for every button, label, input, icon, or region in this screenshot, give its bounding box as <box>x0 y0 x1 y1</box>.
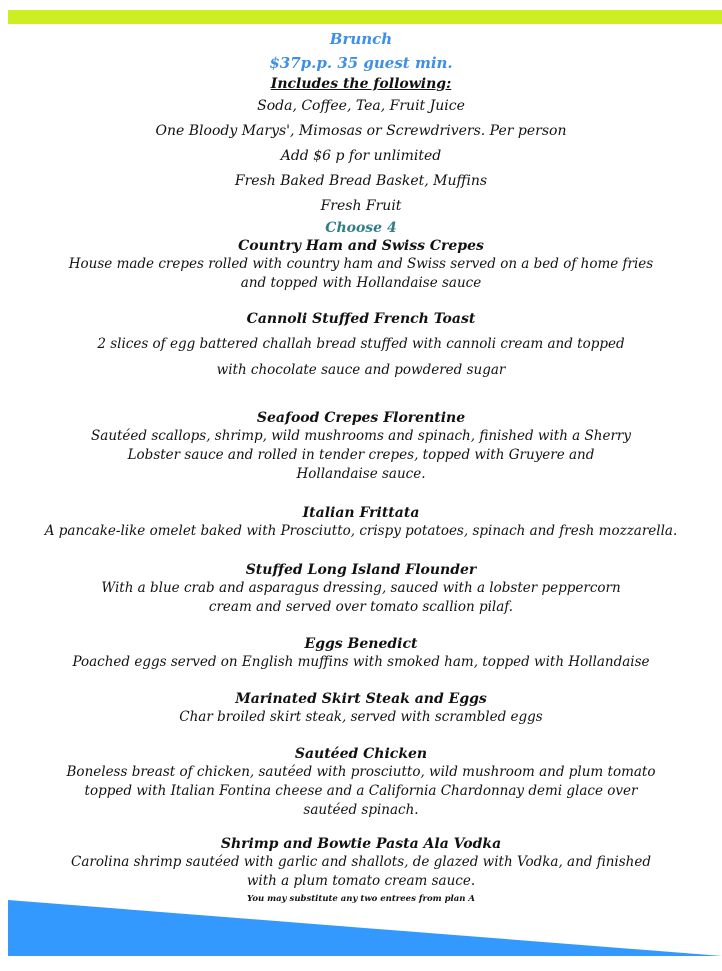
entree-item <box>0 690 722 727</box>
includes-item: One Bloody Marys', Mimosas or Screwdrivers. Per person <box>155 123 567 139</box>
entree-item <box>0 310 722 383</box>
entree-name: Seafood Crepes Florentine <box>256 410 466 426</box>
entree-description: Boneless breast of chicken, sautéed with prosciutto, wild mushroom and plum tomato topped with Italian Fontina cheese and a California Chardonnay demi glace over sautéed spinach. <box>66 764 656 818</box>
bottom-wedge-shape <box>8 900 722 956</box>
entree-name: Country Ham and Swiss Crepes <box>238 238 484 254</box>
includes-item: Fresh Baked Bread Basket, Muffins <box>234 173 488 189</box>
entree-description: Carolina shrimp sautéed with garlic and shallots, de glazed with Vodka, and finished with a plum tomato cream sauce. <box>70 854 651 889</box>
entree-name: Shrimp and Bowtie Pasta Ala Vodka <box>220 836 502 852</box>
includes-item: Soda, Coffee, Tea, Fruit Juice <box>257 98 465 114</box>
entree-name: Marinated Skirt Steak and Eggs <box>235 691 487 707</box>
entree-item <box>0 835 722 891</box>
includes-item: Add $6 p for unlimited <box>280 148 442 164</box>
entree-name: Sautéed Chicken <box>294 746 428 762</box>
entree-item <box>0 504 722 541</box>
entree-name: Eggs Benedict <box>304 636 418 652</box>
entree-description: 2 slices of egg battered challah bread stuffed with cannoli cream and topped with chocolate sauce and powdered sugar <box>97 336 625 378</box>
includes-item: Fresh Fruit <box>320 198 402 214</box>
entree-name: Stuffed Long Island Flounder <box>245 562 477 578</box>
choose-heading: Choose 4 <box>325 220 397 236</box>
entree-item <box>0 561 722 617</box>
substitution-footnote: You may substitute any two entrees from plan A <box>247 894 475 904</box>
entree-description: Char broiled skirt steak, served with scrambled eggs <box>179 709 543 725</box>
entree-name: Italian Frittata <box>302 505 420 521</box>
entree-item <box>0 237 722 293</box>
brunch-menu <box>0 28 722 905</box>
entree-description: With a blue crab and asparagus dressing, sauced with a lobster peppercorn cream and served over tomato scallion pilaf. <box>101 580 621 615</box>
entree-description: Sautéed scallops, shrimp, wild mushrooms and spinach, finished with a Sherry Lobster sauce and rolled in tender crepes, topped with Gruyere and Hollandaise sauce. <box>91 428 631 482</box>
entree-description: A pancake-like omelet baked with Prosciutto, crispy potatoes, spinach and fresh mozzarella. <box>44 523 678 539</box>
top-accent-bar <box>8 10 722 24</box>
bottom-accent-wedge <box>8 900 722 956</box>
entree-description: Poached eggs served on English muffins with smoked ham, topped with Hollandaise <box>72 654 650 670</box>
entree-name: Cannoli Stuffed French Toast <box>246 311 476 327</box>
entree-item <box>0 745 722 820</box>
entree-description: House made crepes rolled with country ham and Swiss served on a bed of home fries and topped with Hollandaise sauce <box>68 256 654 291</box>
entree-item <box>0 635 722 672</box>
entree-item <box>0 409 722 484</box>
includes-heading: Includes the following: <box>270 76 452 92</box>
menu-title: Brunch <box>329 30 393 48</box>
menu-price: $37p.p. 35 guest min. <box>269 54 453 72</box>
